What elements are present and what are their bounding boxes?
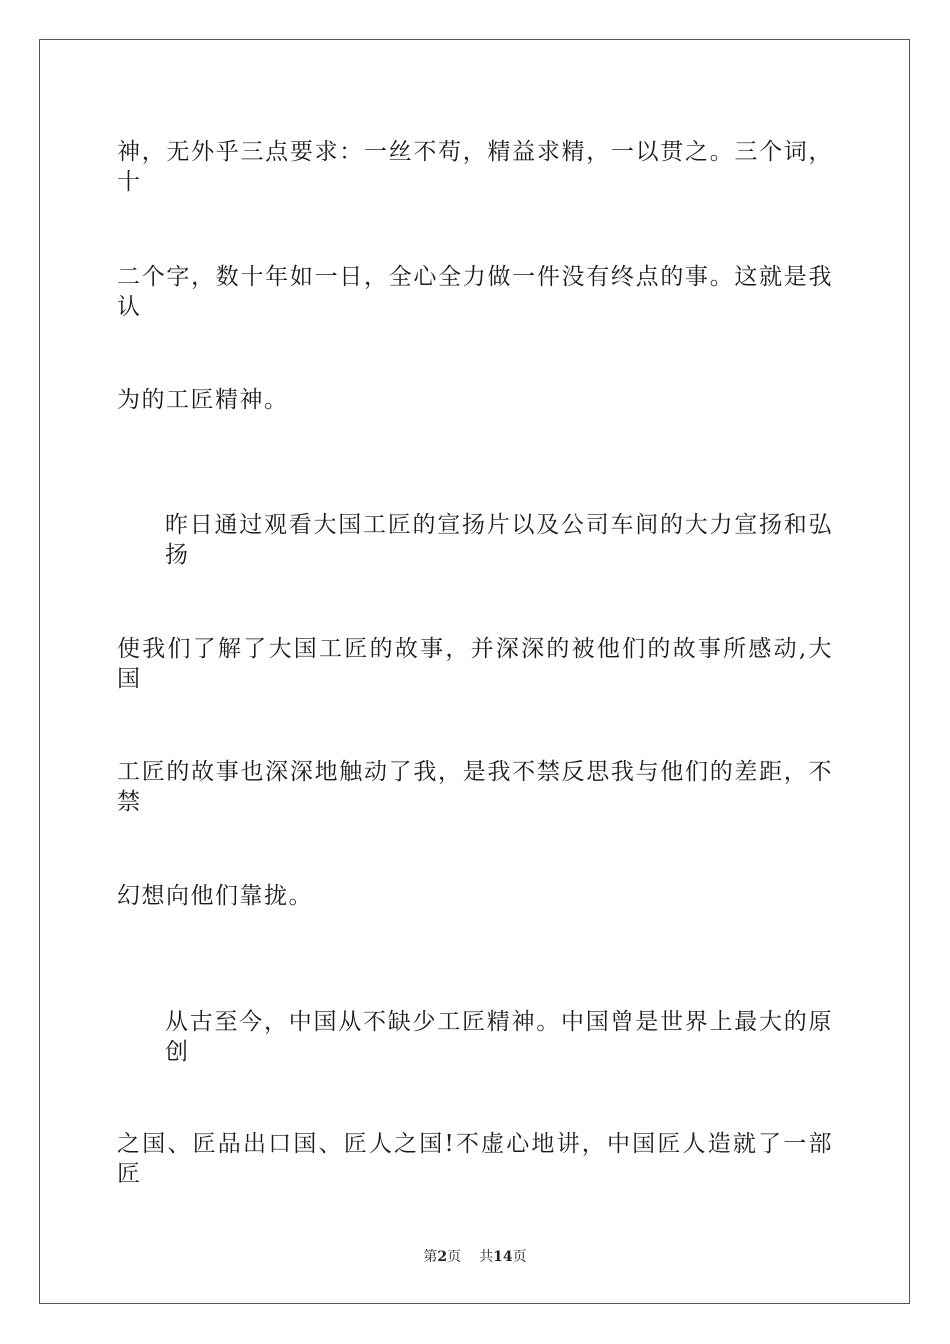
total-prefix: 共 — [479, 1249, 494, 1265]
text-line: 神，无外乎三点要求：一丝不苟，精益求精，一以贯之。三个词，十 — [117, 139, 833, 195]
total-suffix: 页 — [512, 1249, 527, 1265]
page-suffix: 页 — [447, 1249, 462, 1265]
text-line: 二个字，数十年如一日，全心全力做一件没有终点的事。这就是我认 — [117, 264, 833, 320]
page-number-current: 2 — [437, 1249, 448, 1265]
text-line: 工匠的故事也深深地触动了我，是我不禁反思我与他们的差距，不禁 — [117, 759, 833, 815]
page-prefix: 第 — [423, 1249, 438, 1265]
page-footer — [0, 1248, 950, 1266]
text-line: 幻想向他们靠拢。 — [117, 883, 313, 909]
text-line: 为的工匠精神。 — [117, 387, 289, 413]
text-line: 之国、匠品出口国、匠人之国!不虚心地讲，中国匠人造就了一部匠 — [117, 1131, 833, 1187]
paragraph-first-line: 从古至今，中国从不缺少工匠精神。中国曾是世界上最大的原创 — [165, 1009, 833, 1065]
page-number-total: 14 — [493, 1249, 513, 1265]
text-line: 使我们了解了大国工匠的故事，并深深的被他们的故事所感动,大国 — [117, 636, 833, 692]
paragraph-first-line: 昨日通过观看大国工匠的宣扬片以及公司车间的大力宣扬和弘扬 — [165, 512, 833, 568]
